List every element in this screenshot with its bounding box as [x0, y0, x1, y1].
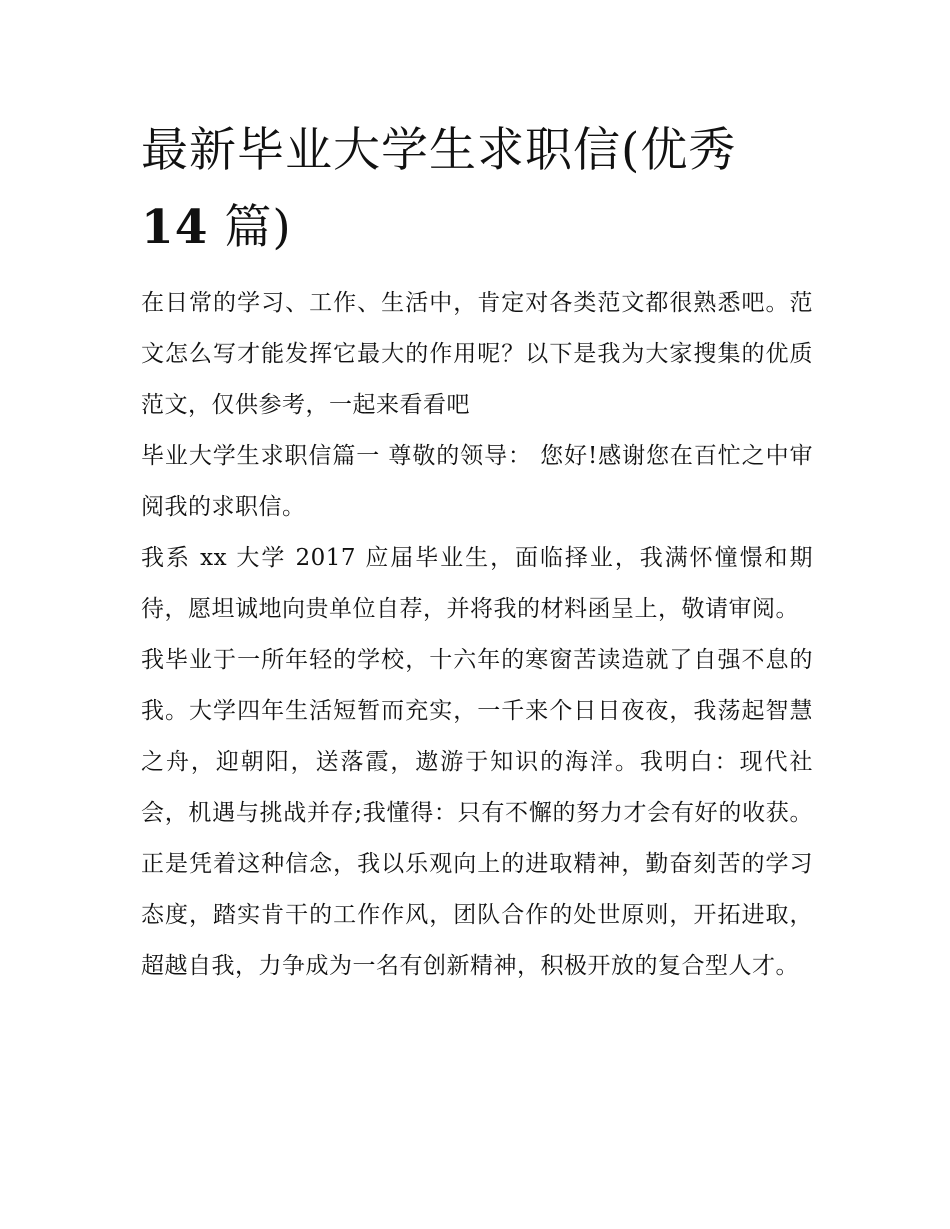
- self-introduction-paragraph: 我系 xx 大学 2017 应届毕业生，面临择业，我满怀憧憬和期待，愿坦诚地向贵单位自荐，并将我的材料函呈上，敬请审阅。: [141, 545, 813, 622]
- greeting-paragraph: 毕业大学生求职信篇一 尊敬的领导： 您好!感谢您在百忙之中审阅我的求职信。: [141, 443, 813, 520]
- document-title: [141, 112, 813, 266]
- document-body: [141, 112, 813, 992]
- intro-paragraph: 在日常的学习、工作、生活中，肯定对各类范文都很熟悉吧。范文怎么写才能发挥它最大的作用呢？以下是我为大家搜集的优质范文，仅供参考，一起来看看吧: [141, 290, 813, 418]
- title-line-2: 篇): [208, 200, 292, 255]
- background-paragraph: 我毕业于一所年轻的学校，十六年的寒窗苦读造就了自强不息的我。大学四年生活短暂而充实，一千来个日日夜夜，我荡起智慧之舟，迎朝阳，送落霞，遨游于知识的海洋。我明白：现代社会，机遇与挑战并存;我懂得：只有不懈的努力才会有好的收获。正是凭着这种信念，我以乐观向上的进取精神，勤奋刻苦的学习态度，踏实肯干的工作作风，团队合作的处世原则，开拓进取，超越自我，力争成为一名有创新精神，积极开放的复合型人才。: [141, 647, 813, 979]
- title-line-1: 最新毕业大学生求职信(优秀: [141, 123, 737, 178]
- title-count: 14: [141, 200, 209, 255]
